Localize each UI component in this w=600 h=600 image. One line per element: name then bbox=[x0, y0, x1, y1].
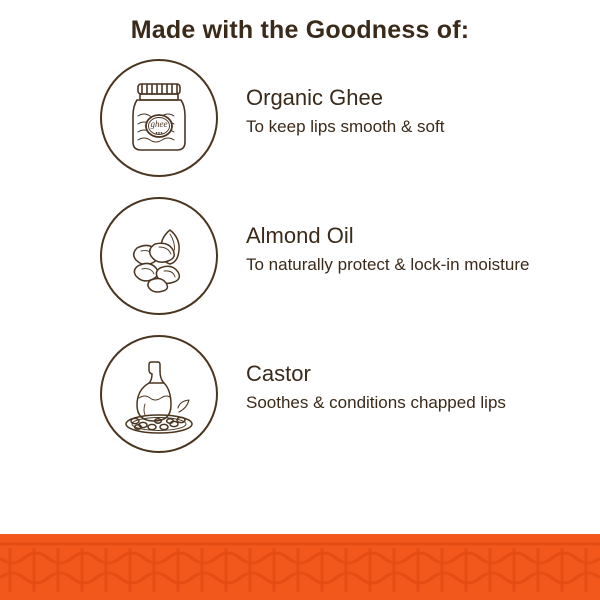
ingredient-list bbox=[0, 59, 600, 453]
almonds-icon bbox=[100, 197, 218, 315]
ingredient-text bbox=[218, 197, 529, 277]
castor-oil-bottle-icon bbox=[100, 335, 218, 453]
ingredient-name: Almond Oil bbox=[246, 223, 354, 248]
decorative-footer-band bbox=[0, 534, 600, 600]
ingredient-description: To naturally protect & lock-in moisture bbox=[246, 255, 530, 275]
list-item bbox=[0, 59, 600, 177]
ingredient-name: Castor bbox=[246, 361, 311, 386]
list-item bbox=[0, 197, 600, 315]
list-item bbox=[0, 335, 600, 453]
band-pattern-icon bbox=[0, 534, 600, 600]
page-title: Made with the Goodness of: bbox=[130, 16, 470, 44]
svg-text:ghee: ghee bbox=[150, 119, 168, 129]
ingredient-name: Organic Ghee bbox=[246, 85, 383, 110]
ingredient-description: To keep lips smooth & soft bbox=[246, 117, 445, 137]
ingredient-description: Soothes & conditions chapped lips bbox=[246, 393, 506, 413]
ingredient-text bbox=[218, 59, 444, 139]
ghee-jar-icon bbox=[100, 59, 218, 177]
svg-text:●●●: ●●● bbox=[155, 130, 163, 135]
ingredient-text bbox=[218, 335, 506, 415]
